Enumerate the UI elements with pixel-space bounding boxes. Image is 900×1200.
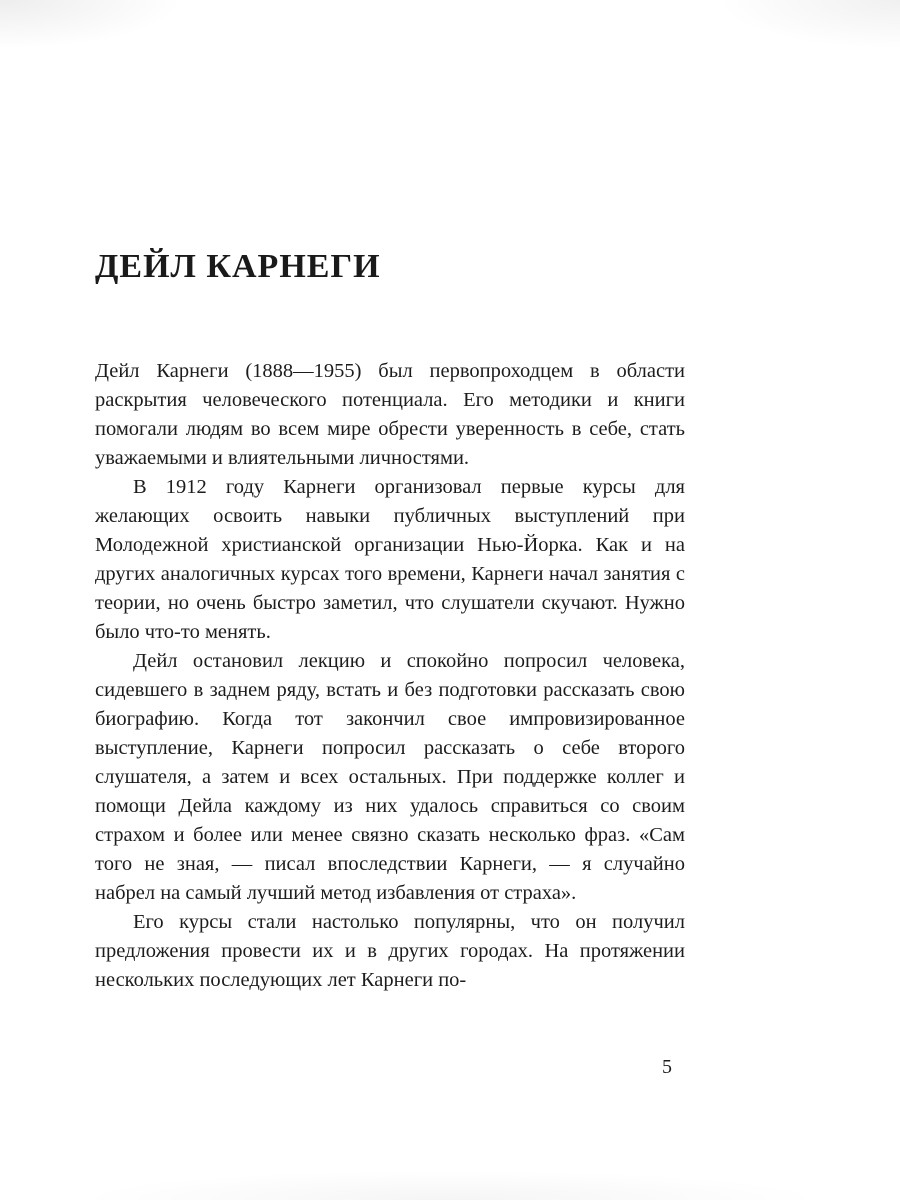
text-column — [95, 248, 685, 995]
paragraph-courses-1912: В 1912 году Карнеги организовал первые курсы для желающих освоить навыки публичных выступлений при Молодежной христианской организации Нью-Йорка. Как и на других аналогичных курсах того времени, Карнеги начал занятия с теории, но очень быстро заметил, что слушатели скучают. Нужно было что-то менять. — [95, 476, 685, 644]
page-number: 5 — [662, 1056, 672, 1078]
paragraph-intro: Дейл Карнеги (1888—1955) был первопроходцем в области раскрытия человеческого потенциала. Его методики и книги помогали людям во всем мире обрести уверенность в себе, стать уважаемыми и влиятельными личностями. — [95, 360, 685, 470]
paragraph-lecture-story: Дейл остановил лекцию и спокойно попросил человека, сидевшего в заднем ряду, встать и без подготовки рассказать свою биографию. Когда тот закончил свое импровизированное выступление, Карнеги попросил рассказать о себе второго слушателя, а затем и всех остальных. При поддержке коллег и помощи Дейла каждому из них удалось справиться со своим страхом и более или менее связно сказать несколько фраз. «Сам того не зная, — писал впоследствии Карнеги, — я случайно набрел на самый лучший метод избавления от страха». — [95, 650, 685, 905]
paragraph-popularity: Его курсы стали настолько популярны, что он получил предложения провести их и в других городах. На протяжении нескольких последующих лет Карнеги по- — [95, 911, 685, 992]
chapter-title: ДЕЙЛ КАРНЕГИ — [95, 248, 381, 285]
